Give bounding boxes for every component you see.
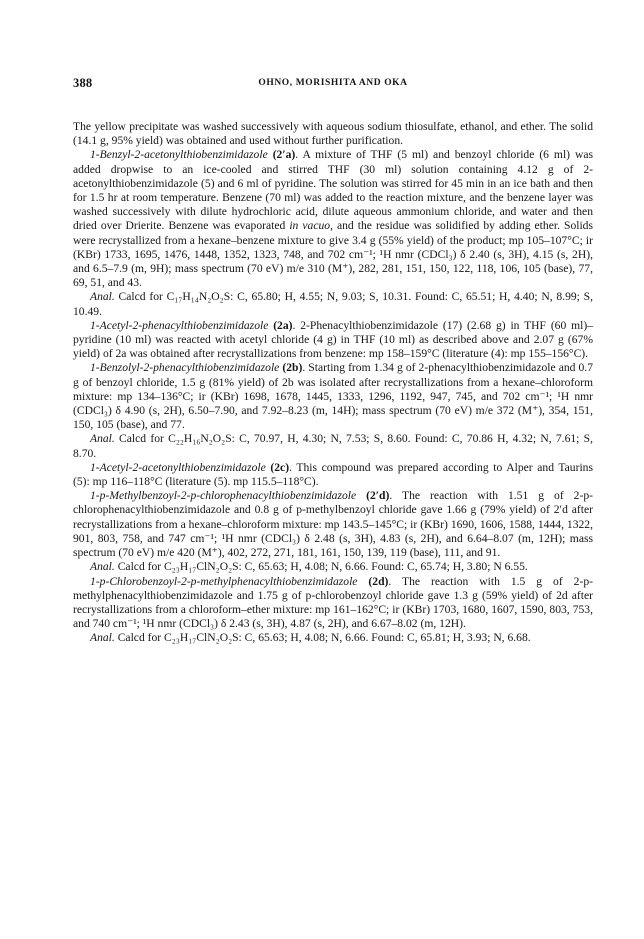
paragraph [73, 290, 593, 318]
page-number: 388 [73, 76, 93, 90]
italic-run: 1-Benzolyl-2-phenacylthiobenzimidazole [90, 361, 280, 375]
italic-run: Anal. [90, 560, 115, 574]
italic-run: in vacuo [289, 219, 331, 233]
italic-run: 1-Acetyl-2-acetonylthiobenzimidazole [90, 460, 266, 474]
page-header [73, 76, 593, 96]
compound-label: (2a) [273, 318, 293, 332]
article-body [73, 120, 593, 646]
paragraph [73, 560, 593, 574]
text-run: Calcd for C₂₂H₁₆N₂O₂S: C, 70.97, H, 4.30; N, 7.53; S, 8.60. Found: C, 70.86 H, 4.32; N, 7.61; S, 8.70. [73, 432, 593, 460]
text-run: . The reaction with 1.51 g of 2-p-chlorophenacylthiobenzimidazole and 0.8 g of p-methylbenzoyl chloride gave 1.66 g (79% yield) of 2′d after recrystallizations from a hexane–chloroform mixture: mp 143.5–145°C; ir (KBr) 1690, 1606, 1588, 1444, 1322, 901, 803, 758, and 747 cm⁻¹; ¹H nmr (CDCl₃) δ 2.48 (s, 3H), 4.83 (s, 2H), and 6.64–8.07 (m, 12H); mass spectrum (70 eV) m/e 420 (M⁺), 402, 272, 271, 181, 161, 150, 139, 119 (base), 111, and 91. [73, 489, 593, 560]
text-run: Calcd for C₁₇H₁₄N₂O₂S: C, 65.80; H, 4.55; N, 9.03; S, 10.31. Found: C, 65.51; H, 4.40; N, 8.99; S, 10.49. [73, 290, 593, 318]
italic-run: Anal. [90, 631, 115, 645]
paragraph [73, 432, 593, 460]
text-run: , and the residue was solidified by adding ether. Solids were recrystallized from a hexane–benzene mixture to give 3.4 g (55% yield) of the product; mp 105–107°C; ir (KBr) 1733, 1695, 1476, 1448, 1352, 1323, 748, and 702 cm⁻¹; ¹H nmr (CDCl₃) δ 2.40 (s, 3H), 4.15 (s, 2H), and 6.5–7.9 (m, 9H); mass spectrum (70 eV) m/e 310 (M⁺), 282, 281, 151, 150, 122, 118, 106, 105 (base), 77, 69, 51, and 43. [73, 219, 593, 290]
text-run [357, 575, 368, 588]
text-run: Calcd for C₂₃H₁₇ClN₂O₂S: C, 65.63; H, 4.08; N, 6.66. Found: C, 65.74; H, 3.80; N 6.55. [114, 560, 528, 574]
paragraph [73, 575, 593, 632]
text-run: . 2-Phenacylthiobenzimidazole (17) (2.68 g) in THF (60 ml)–pyridine (10 ml) was reacted with acetyl chloride (4 g) in THF (10 ml) as described above and 2.07 g (67% yield) of 2a was obtained after recrystallizations from benzene: mp 158–159°C (literature (4): mp 155–156°C). [73, 318, 593, 361]
paragraph [73, 120, 593, 148]
text-run: The yellow precipitate was washed successively with aqueous sodium thiosulfate, ethanol, and ether. The solid (14.1 g, 95% yield) was obtained and used without further purification. [73, 120, 593, 148]
italic-run: 1-Benzyl-2-acetonylthiobenzimidazole [90, 148, 268, 162]
text-run: . This compound was prepared according to Alper and Taurins (5): mp 116–118°C (literature (5). mp 115.5–118°C). [73, 460, 593, 489]
text-run [356, 489, 366, 502]
journal-page [73, 76, 593, 646]
italic-run: 1-p-Methylbenzoyl-2-p-chlorophenacylthiobenzimidazole [90, 489, 357, 503]
paragraph [73, 148, 593, 290]
compound-label: (2′a) [272, 148, 296, 162]
paragraph [73, 631, 593, 645]
compound-label: (2c) [270, 460, 290, 474]
text-run: . A mixture of THF (5 ml) and benzoyl chloride (6 ml) was added dropwise to an ice-cooled and stirred THF (30 ml) solution containing 4.12 g of 2-acetonylthiobenzimidazole (5) and 6 ml of pyridine. The solution was stirred for 45 min in an ice bath and then for 1.5 hr at room temperature. Benzene (70 ml) was added to the reaction mixture, and the benzene layer was washed successively with dilute hydrochloric acid, dilute aqueous ammonium chloride, and water and then dried over Drierite. Benzene was evaporated [73, 148, 593, 233]
text-run: . The reaction with 1.5 g of 2-p-methylphenacylthiobenzimidazole and 1.75 g of p-chlorobenzoyl chloride gave 1.3 g (59% yield) of 2d after recrystallizations from a chloroform–ether mixture: mp 161–162°C; ir (KBr) 1703, 1680, 1607, 1590, 803, 753, and 740 cm⁻¹; ¹H nmr (CDCl₃) δ 2.43 (s, 3H), 4.87 (s, 2H), and 6.67–8.02 (m, 12H). [73, 574, 593, 631]
paragraph [73, 461, 593, 489]
paragraph [73, 489, 593, 560]
text-run: Calcd for C₂₃H₁₇ClN₂O₂S: C, 65.63; H, 4.08; N, 6.66. Found: C, 65.81; H, 3.93; N, 6.68. [114, 631, 531, 645]
compound-label: (2′d) [366, 489, 390, 503]
italic-run: 1-Acetyl-2-phenacylthiobenzimidazole [90, 318, 269, 332]
paragraph [73, 319, 593, 362]
text-run: . Starting from 1.34 g of 2-phenacylthiobenzimidazole and 0.7 g of benzoyl chloride, 1.5 g (81% yield) of 2b was isolated after recrystallizations from a hexane–chloroform mixture: mp 134–136°C; ir (KBr) 1698, 1678, 1445, 1333, 1296, 1192, 947, 745, and 702 cm⁻¹; ¹H nmr (CDCl₃) δ 4.90 (s, 2H), 6.50–7.90, and 7.92–8.23 (m, 14H); mass spectrum (70 eV) m/e 372 (M⁺), 354, 151, 150, 105 (base), and 77. [73, 361, 594, 432]
compound-label: (2d) [368, 574, 389, 588]
italic-run: Anal. [90, 290, 115, 304]
italic-run: Anal. [90, 432, 115, 446]
paragraph [73, 361, 593, 432]
italic-run: 1-p-Chlorobenzoyl-2-p-methylphenacylthiobenzimidazole [90, 574, 358, 588]
compound-label: (2b) [282, 361, 303, 375]
running-head: OHNO, MORISHITA AND OKA [258, 78, 408, 88]
